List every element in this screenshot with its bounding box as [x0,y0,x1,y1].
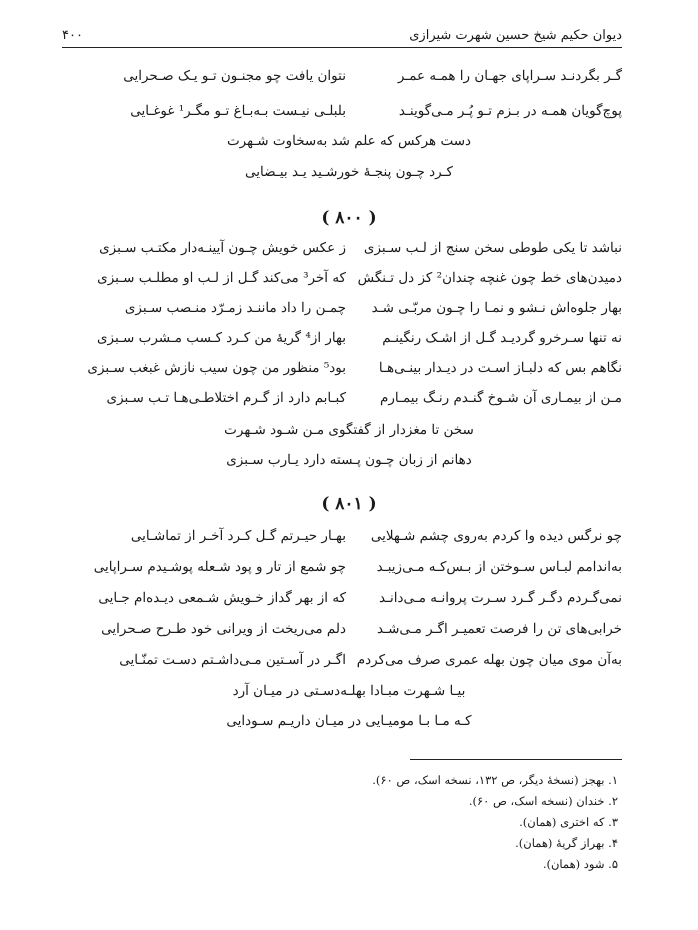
g800-couplet-2-second: که آخر³ می‌کند گـل از لـب او مطلـب سـبزی [97,270,346,286]
g801-couplet-5-second: اگـر در آسـتین مـی‌داشـتم دسـت تمنّـایی [119,652,346,668]
intro-closing-1: دست هرکس که علم شد به‌سخاوت شـهرت [226,133,472,149]
g800-couplet-4-second: بهار از⁴ گریهٔ من کـرد کـسب مـشرب سـبزی [96,330,346,346]
g801-couplet-2-second: چو شمع از تار و پود شـعله پوشـیدم سـراپایی [93,559,346,575]
g801-closing-1: بیـا شـهرت مبـادا بهلـه‌دسـتی در میـان آرد [232,683,466,699]
g801-couplet-3-first: نمی‌گـردم دگـر گـرد سـرت پروانـه مـی‌دانـد [378,590,622,606]
g800-couplet-1-second: ز عکس خویش چـون آیینـه‌دار مکتـب سـبزی [99,240,346,256]
ghazal-number-801: ( ۸۰۱ ) [321,494,377,514]
g801-couplet-2-first: به‌اندامم لبـاس سـوختن از بـس‌کـه مـی‌زیبـد [376,559,622,575]
footnote-5: ۵. شود (همان). [542,857,618,871]
intro-couplet-1-first: گـر بگردنـد سـراپای جهـان را همـه عمـر [397,68,622,84]
g800-couplet-5-first: نگاهم بس که دلبـاز اسـت در دیـدار بینـی‌هـا [378,360,622,376]
page-number: ۴۰۰ [62,27,83,43]
footnote-1: ۱. بهجز (نسخهٔ دیگر، ص ۱۳۲، نسخه اسک، ص ۶۰). [372,773,618,787]
g800-couplet-1-first: نباشد تا یکی طوطی سخن سنج از لـب سـبزی [363,240,622,256]
g801-couplet-4-first: خرابی‌های تن را فرصت تعمیـر اگـر مـی‌شـد [377,621,622,637]
footnote-4: ۴. بهراز گریهٔ (همان). [515,836,618,850]
g800-closing-2: دهانم از زبان چـون پـسته دارد یـارب سـبزی [226,452,472,468]
g801-couplet-1-first: چو نرگس دیده وا کردم به‌روی چشم شـهلایی [370,528,622,544]
g801-couplet-4-second: دلم می‌ریخت از ویرانی خود طـرح صـحرایی [101,621,346,637]
footnote-3: ۳. که اختری (همان). [519,815,618,829]
header-rule [62,47,622,48]
intro-closing-2: کـرد چـون پنجـهٔ خورشـید یـد بیـضایی [245,164,453,180]
header-title: دیوان حکیم شیخ حسین شهرت شیرازی [409,27,622,43]
footnote-rule [410,759,622,760]
g800-couplet-6-second: کبـابم دارد از گـرم اختلاطـی‌هـا تـب سـبزی [106,390,346,406]
g800-couplet-3-second: چمـن را داد ماننـد زمـرّد منـصب سـبزی [124,300,346,316]
intro-couplet-2-first: پوچ‌گویان همـه در بـزم تـو پُـر مـی‌گوینـد [398,103,622,119]
g800-couplet-3-first: بهار جلوه‌اش نـشو و نمـا را چـون مربّـی شـد [371,300,622,316]
g800-couplet-6-first: مـن از بیمـاری آن شـوخ گنـدم رنـگ بیمـارم [380,390,622,406]
intro-couplet-2-second: بلبلـی نیـست بـه‌بـاغ تـو مگـر¹ غوغـایی [130,103,346,119]
g800-couplet-4-first: نه تنها سـرخرو گردیـد گـل از اشـک رنگینـم [382,330,622,346]
g800-closing-1: سخن تا مغزدار از گفتگوی مـن شـود شـهرت [224,422,474,438]
g801-couplet-1-second: بهـار حیـرتم گـل کـرد آخـر از تماشـایی [130,528,346,544]
footnote-2: ۲. خندان (نسخه اسک، ص ۶۰). [468,794,618,808]
g801-closing-2: کـه مـا بـا مومیـایی در میـان داریـم سـودایی [226,713,472,729]
g801-couplet-3-second: که از بهر گداز خـویش شـمعی دیـده‌ام جـایی [98,590,346,606]
g800-couplet-5-second: بود⁵ منظور من چون سیب نازش غبغب سـبزی [87,360,346,376]
running-header [62,24,622,46]
g801-couplet-5-first: به‌آن موی میان چون بهله عمری صرف می‌کردم [356,652,622,668]
intro-couplet-1-second: نتوان یافت چو مجنـون تـو یـک صـحرایی [123,68,346,84]
ghazal-number-800: ( ۸۰۰ ) [321,208,377,228]
g800-couplet-2-first: دمیدن‌های خط چون غنچه چندان² کز دل تـنگش [357,270,622,286]
